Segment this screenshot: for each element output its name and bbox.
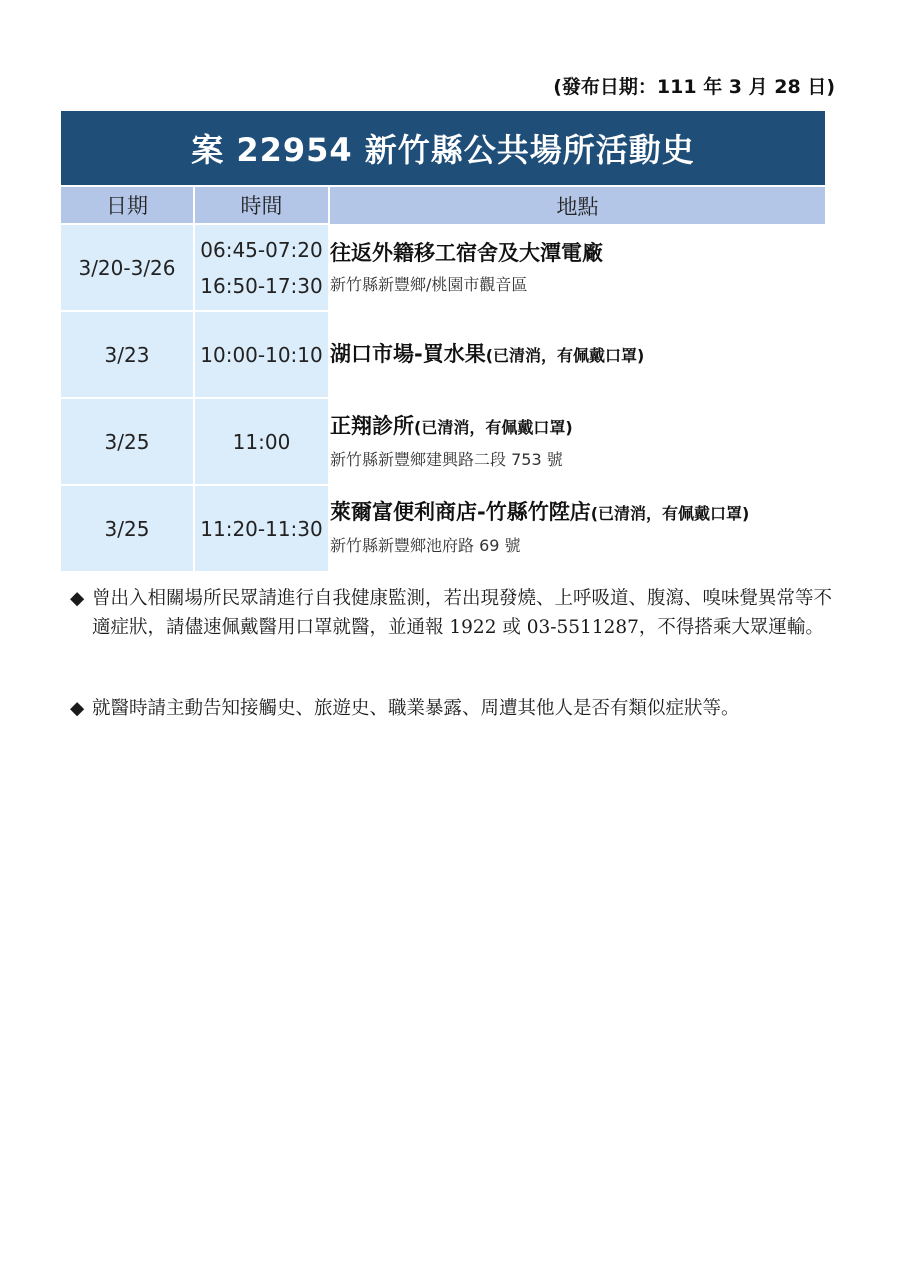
row-time <box>194 485 329 571</box>
header-time: 時間 <box>194 186 329 224</box>
time-range: 11:20-11:30 <box>200 516 323 541</box>
place-address: 新竹縣新豐鄉池府路 69 號 <box>330 536 521 555</box>
time-range: 10:00-10:10 <box>200 342 323 367</box>
place-name-text: 正翔診所 <box>330 413 414 438</box>
row-time <box>194 311 329 398</box>
sheet-title: 案 22954 新竹縣公共場所活動史 <box>61 111 825 185</box>
row-date: 3/23 <box>61 311 194 398</box>
disinfection-note: (已清消，有佩戴口罩) <box>590 504 750 523</box>
notice-text: 曾出入相關場所民眾請進行自我健康監測，若出現發燒、上呼吸道、腹瀉、嗅味覺異常等不適症狀，請儘速佩戴醫用口罩就醫，並通報 1922 或 03-5511287，不得搭乘大眾運輸。 <box>92 588 833 638</box>
table-row <box>61 485 825 571</box>
table-header-row <box>61 186 825 224</box>
disinfection-note: (已清消，有佩戴口罩) <box>414 417 573 437</box>
medical-notice <box>70 694 840 723</box>
row-date: 3/25 <box>61 485 194 571</box>
place-name-text: 萊爾富便利商店-竹縣竹陞店 <box>330 500 591 524</box>
row-place <box>329 224 825 311</box>
place-name <box>330 236 825 270</box>
row-time <box>194 224 329 311</box>
place-name <box>330 337 825 373</box>
place-name <box>330 409 825 445</box>
diamond-bullet-icon: ◆ <box>70 698 85 719</box>
place-address: 新竹縣新豐鄉建興路二段 753 號 <box>330 449 563 469</box>
table-row <box>61 398 825 485</box>
health-notice <box>70 584 840 642</box>
header-place: 地點 <box>329 186 825 224</box>
disinfection-note: (已清消，有佩戴口罩) <box>485 345 645 365</box>
row-place <box>329 311 825 398</box>
place-address: 新竹縣新豐鄉/桃園市觀音區 <box>330 274 528 294</box>
activity-sheet <box>61 111 825 571</box>
table-row <box>61 224 825 311</box>
header-date: 日期 <box>61 186 194 224</box>
row-time <box>194 398 329 485</box>
row-date: 3/25 <box>61 398 194 485</box>
row-place <box>329 398 825 485</box>
place-name <box>330 495 825 531</box>
place-name-text: 湖口市場-買水果 <box>330 341 486 366</box>
publish-date: (發布日期：111 年 3 月 28 日) <box>553 76 835 98</box>
time-range: 11:00 <box>232 429 291 454</box>
time-range: 16:50-17:30 <box>200 273 323 298</box>
notice-text: 就醫時請主動告知接觸史、旅遊史、職業暴露、周遭其他人是否有類似症狀等。 <box>92 698 740 719</box>
table-row <box>61 311 825 398</box>
activity-table <box>61 185 825 571</box>
row-place <box>329 485 825 571</box>
diamond-bullet-icon: ◆ <box>70 588 85 609</box>
place-name-text: 往返外籍移工宿舍及大潭電廠 <box>330 240 603 265</box>
time-range: 06:45-07:20 <box>200 237 323 262</box>
row-date: 3/20-3/26 <box>61 224 194 311</box>
